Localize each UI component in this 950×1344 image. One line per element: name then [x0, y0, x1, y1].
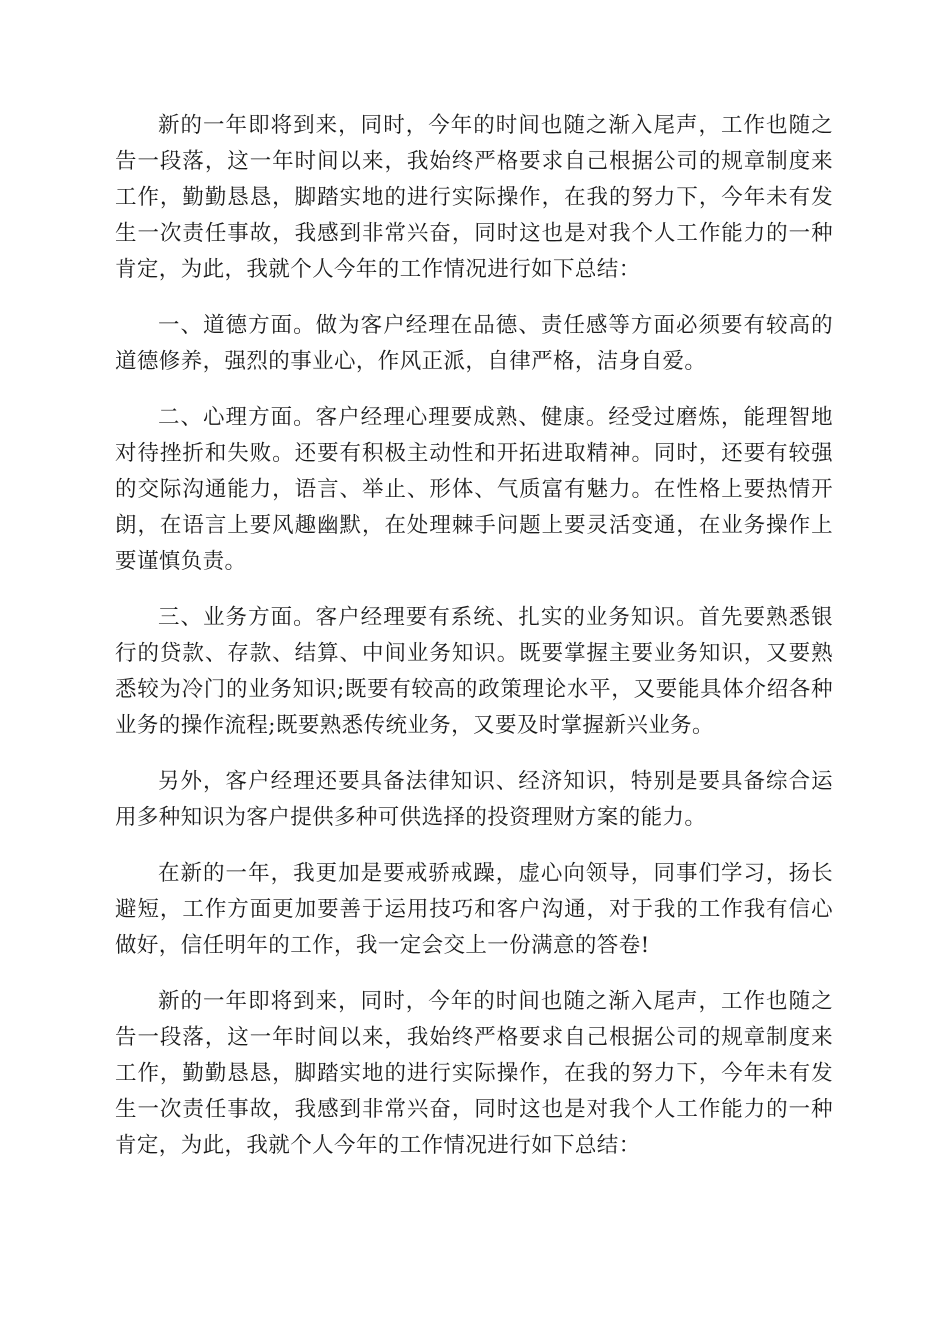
paragraph-new-year-plan: 在新的一年，我更加是要戒骄戒躁，虚心向领导，同事们学习，扬长避短，工作方面更加要善于运用技巧和客户沟通，对于我的工作我有信心做好，信任明年的工作，我一定会交上一份满意的答卷!: [115, 861, 833, 958]
paragraph-additional-knowledge: 另外，客户经理还要具备法律知识、经济知识，特别是要具备综合运用多种知识为客户提供多种可供选择的投资理财方案的能力。: [115, 769, 833, 830]
paragraph-psychology: 二、心理方面。客户经理心理要成熟、健康。经受过磨炼，能理智地对待挫折和失败。还要有积极主动性和开拓进取精神。同时，还要有较强的交际沟通能力，语言、举止、形体、气质富有魅力。在性格上要热情开朗，在语言上要风趣幽默，在处理棘手问题上要灵活变通，在业务操作上要谨慎负责。: [115, 405, 833, 574]
paragraph-intro-repeat: 新的一年即将到来，同时，今年的时间也随之渐入尾声，工作也随之告一段落，这一年时间以来，我始终严格要求自己根据公司的规章制度来工作，勤勤恳恳，脚踏实地的进行实际操作，在我的努力下，今年未有发生一次责任事故，我感到非常兴奋，同时这也是对我个人工作能力的一种肯定，为此，我就个人今年的工作情况进行如下总结：: [115, 989, 833, 1158]
paragraph-morality: 一、道德方面。做为客户经理在品德、责任感等方面必须要有较高的道德修养，强烈的事业心，作风正派，自律严格，洁身自爱。: [115, 313, 833, 374]
paragraph-intro: 新的一年即将到来，同时，今年的时间也随之渐入尾声，工作也随之告一段落，这一年时间以来，我始终严格要求自己根据公司的规章制度来工作，勤勤恳恳，脚踏实地的进行实际操作，在我的努力下，今年未有发生一次责任事故，我感到非常兴奋，同时这也是对我个人工作能力的一种肯定，为此，我就个人今年的工作情况进行如下总结：: [115, 113, 833, 282]
paragraph-business: 三、业务方面。客户经理要有系统、扎实的业务知识。首先要熟悉银行的贷款、存款、结算、中间业务知识。既要掌握主要业务知识，又要熟悉较为冷门的业务知识;既要有较高的政策理论水平，又要能具体介绍各种业务的操作流程;既要熟悉传统业务，又要及时掌握新兴业务。: [115, 605, 833, 738]
document-body: [115, 108, 833, 1184]
